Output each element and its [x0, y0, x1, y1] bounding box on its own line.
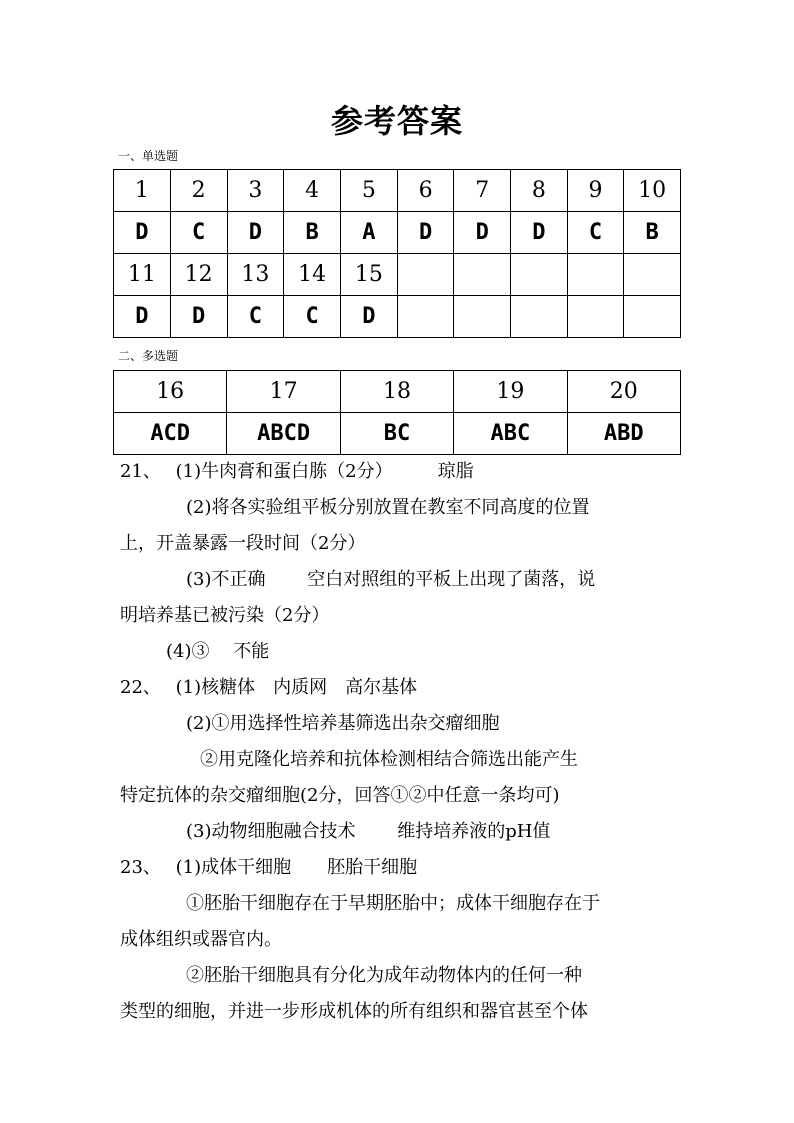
table-row — [114, 371, 681, 413]
question-number: 6 — [397, 170, 454, 212]
answer-cell: ABD — [567, 413, 680, 455]
answer-cell: C — [567, 212, 624, 254]
question-number: 8 — [511, 170, 568, 212]
table-row — [114, 170, 681, 212]
answer-cell: D — [170, 296, 227, 338]
section-multi-choice: 二、多选题 — [118, 349, 179, 363]
page-title: 参考答案 — [330, 102, 463, 140]
question-number: 3 — [227, 170, 284, 212]
multi-choice-table — [113, 370, 681, 455]
table-row — [114, 296, 681, 338]
table-row — [114, 254, 681, 296]
question-number: 12 — [170, 254, 227, 296]
question-number: 7 — [454, 170, 511, 212]
question-number — [624, 254, 681, 296]
answer-cell — [397, 296, 454, 338]
question-number — [567, 254, 624, 296]
answer-cell: A — [341, 212, 398, 254]
answer-cell — [511, 296, 568, 338]
question-number: 9 — [567, 170, 624, 212]
question-number — [454, 254, 511, 296]
question-number: 15 — [341, 254, 398, 296]
table-row — [114, 413, 681, 455]
question-number: 17 — [227, 371, 341, 413]
question-number: 2 — [170, 170, 227, 212]
answer-line: ②用克隆化培养和抗体检测相结合筛选出能产生 — [200, 749, 578, 770]
answer-cell: ACD — [114, 413, 227, 455]
question-number: 20 — [567, 371, 680, 413]
question-number: 11 — [114, 254, 171, 296]
question-number: 14 — [284, 254, 341, 296]
answer-line: (3)不正确 空白对照组的平板上出现了菌落，说 — [186, 569, 596, 590]
answer-cell: C — [284, 296, 341, 338]
answer-cell: ABC — [454, 413, 567, 455]
answer-line: 21、 (1)牛肉膏和蛋白胨（2分） 琼脂 — [120, 461, 474, 482]
answer-cell: B — [284, 212, 341, 254]
answer-line: ②胚胎干细胞具有分化为成年动物体内的任何一种 — [186, 965, 582, 986]
question-number — [511, 254, 568, 296]
answer-line: 23、 (1)成体干细胞 胚胎干细胞 — [120, 857, 418, 878]
question-number: 1 — [114, 170, 171, 212]
question-number: 10 — [624, 170, 681, 212]
question-number: 19 — [454, 371, 567, 413]
answer-line: (2)①用选择性培养基筛选出杂交瘤细胞 — [186, 713, 500, 734]
answer-cell: D — [511, 212, 568, 254]
answer-line: 成体组织或器官内。 — [120, 929, 282, 950]
answer-line: 明培养基已被污染（2分） — [120, 605, 330, 626]
answer-cell: D — [454, 212, 511, 254]
question-number: 5 — [341, 170, 398, 212]
answer-cell: D — [114, 212, 171, 254]
answer-cell: D — [227, 212, 284, 254]
answer-line: 22、 (1)核糖体 内质网 高尔基体 — [120, 677, 418, 698]
answer-line: ①胚胎干细胞存在于早期胚胎中；成体干细胞存在于 — [186, 893, 600, 914]
single-choice-table — [113, 169, 681, 338]
question-number: 13 — [227, 254, 284, 296]
answer-line: 上，开盖暴露一段时间（2分） — [120, 533, 366, 554]
answer-line: (2)将各实验组平板分别放置在教室不同高度的位置 — [186, 497, 590, 518]
answer-cell: C — [170, 212, 227, 254]
answer-cell: D — [114, 296, 171, 338]
table-row — [114, 212, 681, 254]
answer-cell: D — [397, 212, 454, 254]
answer-line: 类型的细胞，并进一步形成机体的所有组织和器官甚至个体 — [120, 1001, 588, 1022]
answer-line: 特定抗体的杂交瘤细胞(2分，回答①②中任意一条均可) — [120, 785, 560, 806]
answer-cell: D — [341, 296, 398, 338]
question-number: 4 — [284, 170, 341, 212]
question-number: 16 — [114, 371, 227, 413]
answer-cell: B — [624, 212, 681, 254]
answer-cell — [624, 296, 681, 338]
question-number — [397, 254, 454, 296]
answer-cell — [454, 296, 511, 338]
answer-line: (3)动物细胞融合技术 维持培养液的pH值 — [186, 821, 551, 842]
question-number: 18 — [340, 371, 453, 413]
answer-cell: BC — [340, 413, 453, 455]
answer-cell: C — [227, 296, 284, 338]
answer-line: (4)③ 不能 — [166, 641, 270, 662]
answer-cell — [567, 296, 624, 338]
section-single-choice: 一、单选题 — [118, 149, 179, 163]
answer-cell: ABCD — [227, 413, 341, 455]
